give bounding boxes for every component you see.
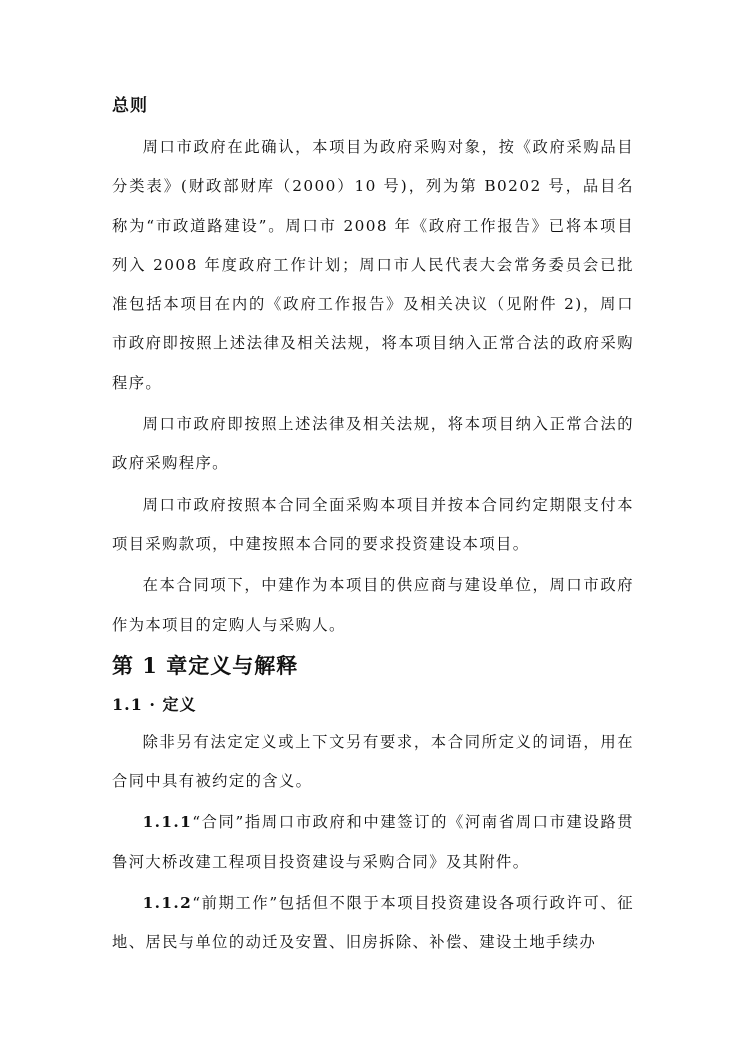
clause-number: 1.1.1 <box>142 813 193 832</box>
intro-paragraph-4: 在本合同项下，中建作为本项目的供应商与建设单位，周口市政府作为本项目的定购人与采购人。 <box>112 576 634 634</box>
intro-paragraph-1: 周口市政府在此确认，本项目为政府采购对象，按《政府采购品目分类表》(财政部财库（2000）10 号)，列为第 B0202 号，品目名称为“市政道路建设”。周口市 2008 年《政府工作报告》已将本项目列入 2008 年度政府工作计划；周口市人民代表大会常务委员会已批准包括本项目在内的《政府工作报告》及相关决议（见附件 2)，周口市政府即按照上述法律及相关法规，将本项目纳入正常合法的政府采购程序。 <box>112 138 634 392</box>
clause-number: 1.1.2 <box>142 894 193 913</box>
clause-text: “合同”指周口市政府和中建签订的《河南省周口市建设路贯鲁河大桥改建工程项目投资建设与采购合同》及其附件。 <box>112 813 634 871</box>
document-body <box>112 92 634 963</box>
intro-paragraph-2: 周口市政府即按照上述法律及相关法规，将本项目纳入正常合法的政府采购程序。 <box>112 415 634 473</box>
clause-text: “前期工作”包括但不限于本项目投资建设各项行政许可、征地、居民与单位的动迁及安置、旧房拆除、补偿、建设土地手续办 <box>112 894 634 952</box>
intro-paragraph-3: 周口市政府按照本合同全面采购本项目并按本合同约定期限支付本项目采购款项，中建按照本合同的要求投资建设本项目。 <box>112 495 634 553</box>
section-title: 总则 <box>112 96 148 116</box>
definitions-intro: 除非另有法定定义或上下文另有要求，本合同所定义的词语，用在合同中具有被约定的含义。 <box>112 732 634 791</box>
clause-1-1-1 <box>112 803 634 882</box>
clause-1-1-2 <box>112 884 634 963</box>
chapter-title: 第 1 章定义与解释 <box>112 652 299 678</box>
subsection-title: 1.1 · 定义 <box>112 694 197 714</box>
